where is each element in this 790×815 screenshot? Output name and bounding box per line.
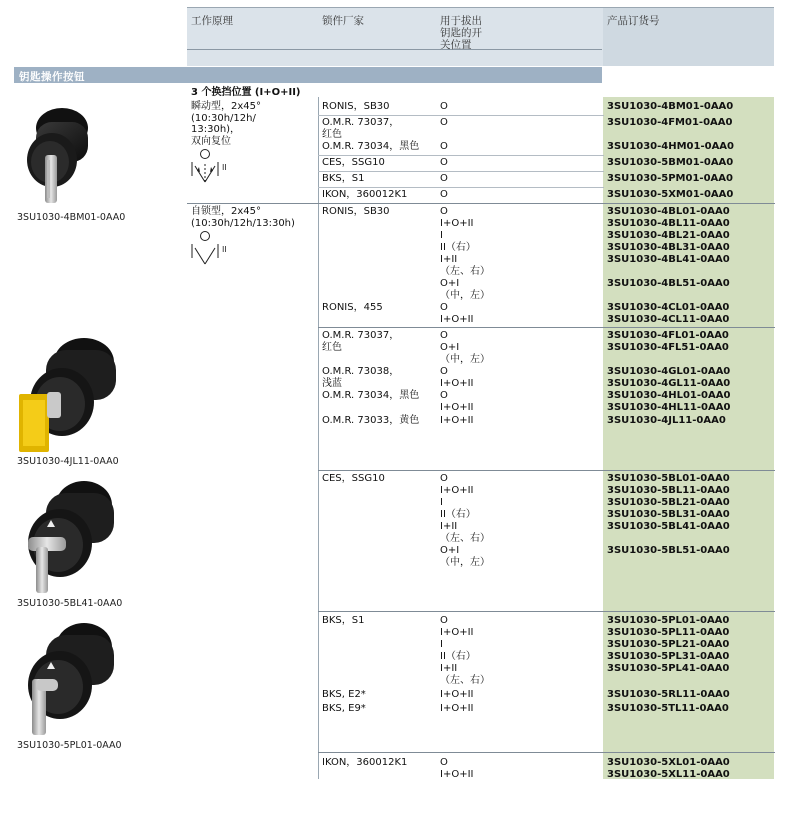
order-number-cell: 3SU1030-4FL01-0AA0 [607, 330, 729, 341]
order-number-cell: 3SU1030-4GL01-0AA0 [607, 366, 731, 377]
lock-maker-cell: CES，SSG10 [322, 473, 385, 484]
header-key-removal-line: 钥匙的开 [440, 27, 482, 39]
order-number-cell: 3SU1030-4BM01-0AA0 [607, 101, 734, 112]
order-number-cell: 3SU1030-4CL11-0AA0 [607, 314, 730, 325]
row-divider [318, 171, 604, 172]
key-position-cell: （左、右） [440, 266, 490, 277]
lock-maker-cell: 红色 [322, 342, 342, 353]
header-key-removal [440, 15, 482, 51]
key-position-cell: O+I [440, 278, 460, 289]
order-number-cell: 3SU1030-5BL41-0AA0 [607, 521, 730, 532]
key-position-cell: I+O+II [440, 689, 474, 700]
key-position-cell: O [440, 390, 448, 401]
key-position-cell: （中，左） [440, 557, 490, 568]
order-number-cell: 3SU1030-5PL31-0AA0 [607, 651, 730, 662]
product-caption: 3SU1030-5BL41-0AA0 [17, 598, 123, 609]
key-position-cell: I [440, 497, 443, 508]
header-top-rule [187, 7, 774, 8]
lock-maker-cell: RONIS，SB30 [322, 101, 390, 112]
key-position-cell: I+O+II [440, 378, 474, 389]
key-position-cell: II（右） [440, 242, 476, 253]
key-position-cell: O [440, 757, 448, 768]
key-position-cell: O [440, 101, 448, 112]
order-number-cell: 3SU1030-5RL11-0AA0 [607, 689, 730, 700]
header-principle: 工作原理 [191, 15, 233, 27]
lock-maker-cell: O.M.R. 73034，黑色 [322, 390, 420, 401]
lock-maker-cell: RONIS，455 [322, 302, 383, 313]
key-position-cell: O+I [440, 545, 460, 556]
order-number-cell: 3SU1030-5BM01-0AA0 [607, 157, 734, 168]
momentary-line: (10:30h/12h/ [191, 112, 256, 124]
column-divider [318, 97, 319, 779]
order-number-cell: 3SU1030-5XL01-0AA0 [607, 757, 730, 768]
lock-maker-cell: RONIS，SB30 [322, 206, 390, 217]
product-caption: 3SU1030-4JL11-0AA0 [17, 456, 119, 467]
key-position-cell: I+O+II [440, 402, 474, 413]
momentary-line: 13:30h)， [191, 124, 241, 135]
key-position-cell: （中，左） [440, 354, 490, 365]
header-key-removal-line: 关位置 [440, 39, 472, 51]
header-lock-maker: 锁件厂家 [322, 15, 364, 27]
order-number-cell: 3SU1030-4BL11-0AA0 [607, 218, 730, 229]
product-caption: 3SU1030-5PL01-0AA0 [17, 740, 122, 751]
order-number-cell: 3SU1030-5BL01-0AA0 [607, 473, 730, 484]
key-position-cell: II（右） [440, 509, 476, 520]
key-position-cell: （左、右） [440, 675, 490, 686]
lock-maker-cell: O.M.R. 73037， [322, 117, 400, 128]
key-position-cell: I [440, 639, 443, 650]
section-title: 钥匙操作按钮 [19, 71, 85, 83]
lock-maker-cell: BKS, E2* [322, 689, 366, 700]
key-position-cell: O [440, 141, 448, 152]
order-number-cell: 3SU1030-4GL11-0AA0 [607, 378, 731, 389]
key-position-cell: O [440, 206, 448, 217]
key-position-cell: I+O+II [440, 703, 474, 714]
group-divider [318, 611, 775, 612]
momentary-symbol-icon [189, 148, 229, 190]
lock-maker-cell: 浅蓝 [322, 378, 342, 389]
key-position-cell: O [440, 330, 448, 341]
latching-desc [191, 206, 295, 229]
key-position-cell: O [440, 615, 448, 626]
order-number-cell: 3SU1030-4HM01-0AA0 [607, 141, 735, 152]
order-number-cell: 3SU1030-4HL11-0AA0 [607, 402, 731, 413]
key-position-cell: I+O+II [440, 314, 474, 325]
lock-maker-cell: IKON，360012K1 [322, 757, 408, 768]
key-position-cell: I+O+II [440, 218, 474, 229]
order-number-cell: 3SU1030-4FM01-0AA0 [607, 117, 733, 128]
order-number-cell: 3SU1030-5PL41-0AA0 [607, 663, 730, 674]
lock-maker-cell: O.M.R. 73038， [322, 366, 400, 377]
key-switch-image-silver-3 [14, 617, 119, 737]
order-number-cell: 3SU1030-5XL11-0AA0 [607, 769, 730, 780]
key-position-cell: O [440, 366, 448, 377]
key-position-cell: O [440, 173, 448, 184]
order-number-cell: 3SU1030-4HL01-0AA0 [607, 390, 731, 401]
order-number-cell: 3SU1030-4BL51-0AA0 [607, 278, 730, 289]
key-position-cell: I+II [440, 663, 458, 674]
key-position-cell: （中，左） [440, 290, 490, 301]
order-number-cell: 3SU1030-4BL31-0AA0 [607, 242, 730, 253]
key-position-cell: I+O+II [440, 627, 474, 638]
order-number-cell: 3SU1030-5PL21-0AA0 [607, 639, 730, 650]
header-bottom-rule [187, 49, 602, 50]
row-divider [318, 187, 604, 188]
key-position-cell: O+I [440, 342, 460, 353]
momentary-line: 双向复位 [191, 135, 231, 147]
latching-symbol-icon [189, 230, 229, 270]
key-switch-image-silver [14, 100, 96, 210]
order-number-cell: 3SU1030-5PM01-0AA0 [607, 173, 733, 184]
order-number-cell: 3SU1030-4BL21-0AA0 [607, 230, 730, 241]
lock-maker-cell: 红色 [322, 129, 342, 140]
order-number-cell: 3SU1030-4JL11-0AA0 [607, 415, 726, 426]
key-position-cell: O [440, 473, 448, 484]
key-position-cell: O [440, 117, 448, 128]
lock-maker-cell: CES，SSG10 [322, 157, 385, 168]
key-position-cell: O [440, 157, 448, 168]
order-number-cell: 3SU1030-5TL11-0AA0 [607, 703, 729, 714]
key-switch-image-silver-2 [14, 475, 119, 595]
key-position-cell: O [440, 189, 448, 200]
lock-maker-cell: IKON，360012K1 [322, 189, 408, 200]
lock-maker-cell: BKS，S1 [322, 615, 365, 626]
order-number-cell: 3SU1030-5PL11-0AA0 [607, 627, 730, 638]
momentary-desc [191, 101, 261, 147]
order-number-cell: 3SU1030-4BL41-0AA0 [607, 254, 730, 265]
order-number-cell: 3SU1030-4BL01-0AA0 [607, 206, 730, 217]
product-caption: 3SU1030-4BM01-0AA0 [17, 212, 126, 223]
lock-maker-cell: O.M.R. 73033，黄色 [322, 415, 420, 426]
group-divider [318, 470, 775, 471]
key-position-cell: I+O+II [440, 415, 474, 426]
key-position-cell: I [440, 230, 443, 241]
header-order-no: 产品订货号 [607, 15, 660, 27]
section-bar [14, 67, 602, 83]
key-position-cell: II（右） [440, 651, 476, 662]
order-number-cell: 3SU1030-5XM01-0AA0 [607, 189, 734, 200]
group-divider [318, 327, 775, 328]
group-divider [187, 203, 775, 204]
switch-heading: 3 个换挡位置 (I+O+II) [191, 87, 301, 98]
order-number-cell: 3SU1030-5BL51-0AA0 [607, 545, 730, 556]
key-position-cell: I+II [440, 521, 458, 532]
order-number-cell: 3SU1030-5PL01-0AA0 [607, 615, 730, 626]
row-divider [318, 155, 604, 156]
order-number-cell: 3SU1030-4CL01-0AA0 [607, 302, 730, 313]
svg-text:II: II [222, 245, 227, 254]
svg-text:II: II [222, 163, 227, 172]
row-divider [318, 115, 604, 116]
order-number-cell: 3SU1030-5BL21-0AA0 [607, 497, 730, 508]
header-key-removal-line: 用于拔出 [440, 15, 482, 27]
key-position-cell: I+O+II [440, 769, 474, 780]
latching-line: 自锁型，2x45° [191, 206, 262, 217]
key-position-cell: O [440, 302, 448, 313]
order-number-cell: 3SU1030-5BL11-0AA0 [607, 485, 730, 496]
order-number-cell: 3SU1030-5BL31-0AA0 [607, 509, 730, 520]
lock-maker-cell: BKS，S1 [322, 173, 365, 184]
group-divider [318, 752, 775, 753]
key-position-cell: I+O+II [440, 485, 474, 496]
latching-line: (10:30h/12h/13:30h) [191, 217, 295, 229]
key-position-cell: （左、右） [440, 533, 490, 544]
key-position-cell: I+II [440, 254, 458, 265]
lock-maker-cell: BKS, E9* [322, 703, 366, 714]
order-number-cell: 3SU1030-4FL51-0AA0 [607, 342, 729, 353]
lock-maker-cell: O.M.R. 73034，黑色 [322, 141, 420, 152]
key-switch-image-yellow [14, 330, 119, 455]
momentary-line: 瞬动型，2x45° [191, 101, 262, 112]
lock-maker-cell: O.M.R. 73037， [322, 330, 400, 341]
